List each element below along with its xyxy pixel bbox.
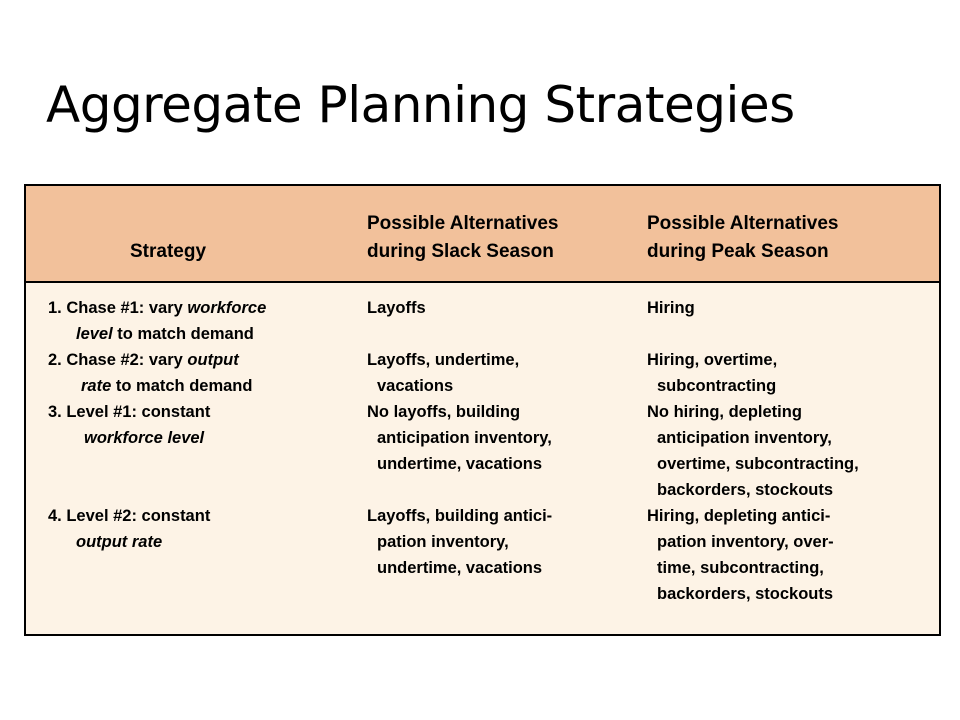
row-3-peak: No hiring, depleting anticipation inventory, overtime, subcontracting, backorders, stockouts xyxy=(647,403,859,499)
row-4-strategy: 4. Level #2: constant output rate xyxy=(48,507,211,551)
row-2-strategy: 2. Chase #2: vary output rate to match demand xyxy=(48,351,253,395)
row-4-slack: Layoffs, building antici- pation inventory, undertime, vacations xyxy=(367,507,553,577)
row-2-peak: Hiring, overtime, subcontracting xyxy=(647,351,778,395)
strategies-table xyxy=(24,184,941,636)
row-1-strategy: 1. Chase #1: vary workforce level to match demand xyxy=(48,299,267,343)
row-2-slack: Layoffs, undertime, vacations xyxy=(367,351,520,395)
table-header xyxy=(26,186,939,283)
row-4-peak: Hiring, depleting antici- pation inventory, over- time, subcontracting, backorders, stockouts xyxy=(647,507,834,603)
row-1-slack: Layoffs xyxy=(367,299,426,317)
header-slack-season: Possible Alternatives during Slack Season xyxy=(367,213,559,262)
header-strategy: Strategy xyxy=(130,241,207,262)
row-3-strategy: 3. Level #1: constant workforce level xyxy=(48,403,211,447)
row-1-peak: Hiring xyxy=(647,299,695,317)
row-3-slack: No layoffs, building anticipation inventory, undertime, vacations xyxy=(367,403,552,473)
slide-title: Aggregate Planning Strategies xyxy=(46,76,795,134)
header-peak-season: Possible Alternatives during Peak Season xyxy=(647,213,839,262)
